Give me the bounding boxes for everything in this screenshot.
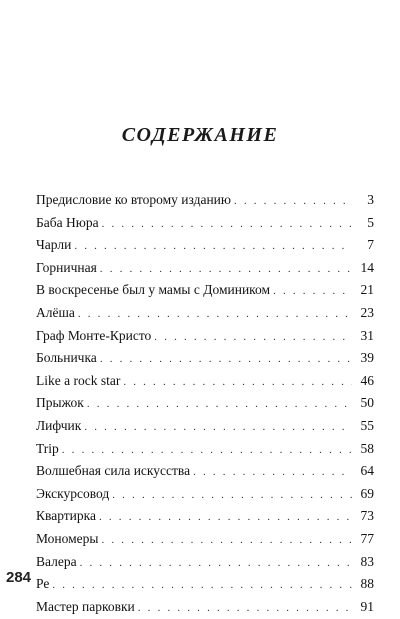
toc-entry-title: Ре <box>36 576 50 592</box>
toc-entry <box>36 212 374 235</box>
toc-entry-page: 91 <box>360 598 374 614</box>
toc-leader-dots <box>234 190 352 213</box>
toc-entry-title: Прыжок <box>36 395 84 411</box>
toc-leader-dots <box>52 574 352 597</box>
toc-entry-page: 55 <box>360 417 374 433</box>
toc-leader-dots <box>123 371 352 394</box>
toc-entry-page: 14 <box>360 259 374 275</box>
toc-entry-page: 50 <box>360 395 374 411</box>
toc-leader-dots <box>112 484 352 507</box>
toc-entry <box>36 279 374 302</box>
toc-entry-title: Граф Монте-Кристо <box>36 327 152 343</box>
toc-entry-page: 46 <box>360 372 374 388</box>
toc-entry-title: Предисловие ко второму изданию <box>36 192 231 207</box>
toc-entry-page: 21 <box>360 282 374 298</box>
toc-entry <box>36 596 374 619</box>
toc-entry-title: Алёша <box>36 304 75 320</box>
toc-leader-dots <box>74 235 352 258</box>
toc-entry-page: 73 <box>360 508 374 524</box>
toc-leader-dots <box>102 213 352 236</box>
toc-leader-dots <box>193 461 352 484</box>
contents-heading: СОДЕРЖАНИЕ <box>121 124 279 146</box>
toc-entry <box>36 325 374 348</box>
toc-entry-title: Больничка <box>36 350 97 366</box>
toc-entry-page: 3 <box>367 192 374 207</box>
toc-entry <box>36 528 374 551</box>
toc-leader-dots <box>99 506 352 529</box>
toc-entry-title: Лифчик <box>36 417 82 433</box>
toc-entry-title: В воскресенье был у мамы с Домиником <box>36 282 271 298</box>
toc-entry-page: 64 <box>360 463 374 479</box>
toc-leader-dots <box>87 393 352 416</box>
toc-entry-title: Trip <box>36 440 59 456</box>
toc-entry-page: 83 <box>360 553 374 569</box>
toc-entry-page: 69 <box>360 485 374 501</box>
toc-leader-dots <box>102 529 353 552</box>
toc-entry-title: Горничная <box>36 259 97 275</box>
toc-entry-page: 77 <box>360 530 374 546</box>
toc-entry-title: Like a rock star <box>36 372 121 388</box>
toc-entry-title: Экскурсовод <box>36 485 110 501</box>
toc-leader-dots <box>100 348 352 371</box>
toc-entry <box>36 347 374 370</box>
toc-entry <box>36 505 374 528</box>
table-of-contents <box>36 189 374 618</box>
toc-entry-title: Волшебная сила искусства <box>36 463 191 479</box>
toc-entry <box>36 189 374 212</box>
toc-entry <box>36 483 374 506</box>
toc-leader-dots <box>138 597 352 619</box>
toc-entry <box>36 573 374 596</box>
toc-entry <box>36 460 374 483</box>
toc-entry-page: 31 <box>360 327 374 343</box>
toc-entry-page: 23 <box>360 304 374 320</box>
toc-entry-page: 7 <box>367 237 374 253</box>
toc-entry <box>36 234 374 257</box>
toc-entry <box>36 302 374 325</box>
toc-leader-dots <box>154 326 352 349</box>
toc-entry-page: 58 <box>360 440 374 456</box>
toc-leader-dots <box>84 416 352 439</box>
toc-entry-page: 88 <box>360 576 374 592</box>
toc-entry <box>36 257 374 280</box>
toc-leader-dots <box>78 303 352 326</box>
toc-entry <box>36 392 374 415</box>
toc-entry <box>36 551 374 574</box>
toc-entry-page: 5 <box>367 214 374 230</box>
toc-entry-page: 39 <box>360 350 374 366</box>
toc-entry-title: Мастер парковки <box>36 598 135 614</box>
toc-entry-title: Квартирка <box>36 508 96 524</box>
toc-entry-title: Чарли <box>36 237 72 253</box>
toc-entry-title: Мономеры <box>36 530 99 546</box>
toc-entry-title: Баба Нюра <box>36 214 99 230</box>
toc-entry <box>36 370 374 393</box>
toc-leader-dots <box>62 439 352 462</box>
toc-leader-dots <box>80 552 352 575</box>
toc-leader-dots <box>273 280 352 303</box>
page-number: 284 <box>6 569 32 586</box>
toc-entry-title: Валера <box>36 553 77 569</box>
toc-leader-dots <box>100 258 352 281</box>
toc-entry <box>36 438 374 461</box>
toc-entry <box>36 415 374 438</box>
